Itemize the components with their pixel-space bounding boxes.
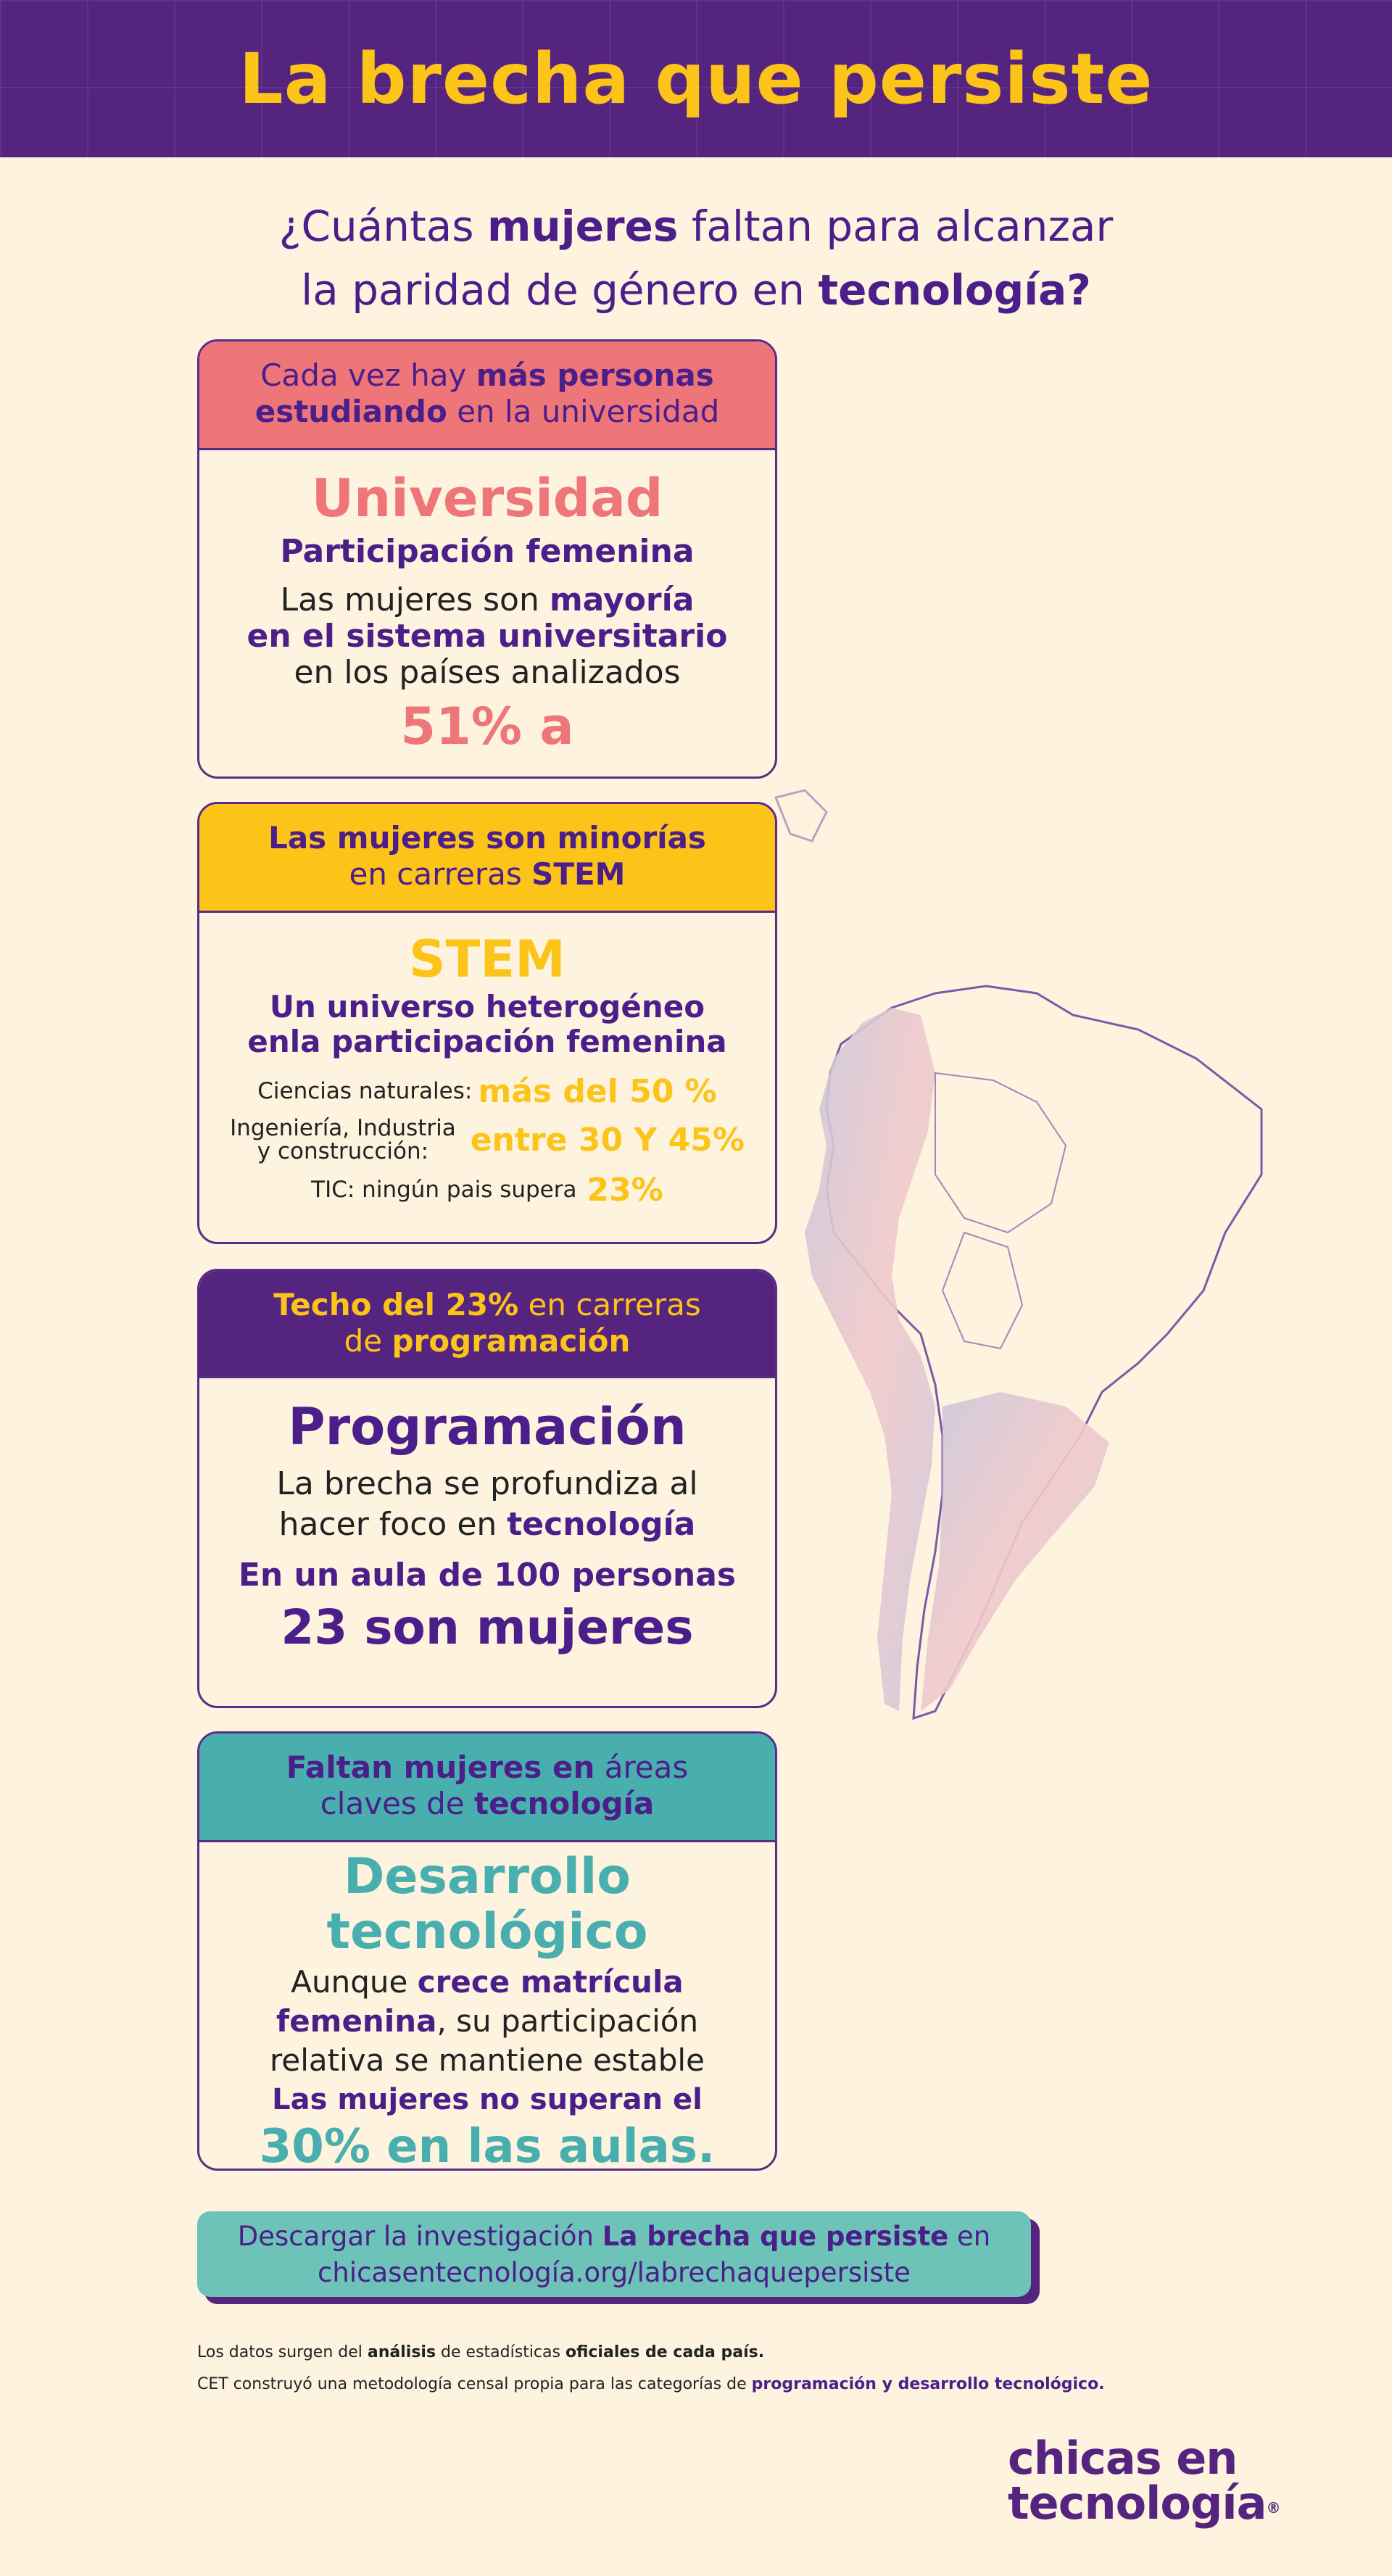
university-head-2: más personas [476,357,714,393]
stem-title: STEM [409,929,566,989]
development-emph: Las mujeres no superan el [272,2083,703,2116]
logo-line-2: tecnología [1008,2477,1267,2530]
programming-text-3: tecnología [507,1506,696,1543]
stem-subtitle-1: Un universo heterogéneo [269,989,705,1024]
intro-question [0,194,1392,322]
programming-text-1: La brecha se profundiza al [276,1465,698,1502]
development-stat: 30% en las aulas. [259,2120,716,2171]
development-text-2: crece matrícula [417,1964,684,2000]
programming-stat: 23 son mujeres [281,1599,694,1655]
intro-q2: mujeres [487,202,679,251]
intro-q4: la paridad de género en [301,265,819,315]
card-development-head [199,1734,775,1842]
card-university [197,339,777,779]
card-development [197,1731,777,2171]
chicas-en-tecnologia-logo [1008,2432,1280,2530]
footnote-2a: CET construyó una metodología censal propia para las categorías de [197,2375,752,2393]
south-america-map [761,769,1283,1726]
intro-q5: tecnología? [818,265,1091,315]
stem-subtitle [199,990,775,1059]
page-title: La brecha que persiste [239,38,1153,120]
development-text-1: Aunque [291,1964,418,2000]
registered-mark: ® [1266,2499,1280,2517]
university-title: Universidad [311,468,663,529]
stem-stat-label: TIC: ningún pais supera [311,1177,577,1203]
programming-text-2: hacer foco en [278,1506,508,1543]
university-text-1: Las mujeres son [280,581,550,618]
programming-head-2: en carreras [518,1287,701,1322]
header-banner [0,0,1392,157]
development-head-1: Faltan mujeres en [286,1749,595,1785]
development-title-1: Desarrollo [343,1848,631,1905]
university-head-4: en la universidad [447,394,720,429]
stem-subtitle-2: enla participación femenina [247,1024,727,1059]
footnote-1a: Los datos surgen del [197,2343,368,2361]
stem-stat-value: entre 30 Y 45% [470,1121,745,1159]
card-programming-head [199,1271,775,1378]
intro-q1: ¿Cuántas [278,202,487,251]
stem-stat-row [199,1111,775,1168]
university-stat: 51% a [400,697,574,756]
development-text [199,1963,775,2080]
stem-stat-label [230,1117,456,1163]
stem-head-3: STEM [531,856,626,892]
stem-stat-value: más del 50 % [478,1072,717,1110]
footnote-1d: oficiales de cada país. [565,2343,765,2361]
stem-stat-label-2: y construcción: [257,1138,429,1164]
card-programming [197,1269,777,1708]
stem-head-2: en carreras [349,856,532,892]
footnote-2b: programación y desarrollo tecnológico. [751,2375,1105,2393]
university-text-3: en el sistema universitario [246,618,728,655]
development-title-2: tecnológico [326,1903,648,1960]
programming-head-3: de [344,1323,392,1359]
development-text-3: femenina [276,2003,437,2039]
stem-stat-label: Ciencias naturales: [257,1078,473,1104]
university-text-2: mayoría [549,581,695,618]
cta-line-1c: en [948,2221,991,2252]
university-text-4: en los países analizados [294,654,681,691]
download-link[interactable] [197,2211,1031,2297]
programming-emph: En un aula de 100 personas [238,1557,737,1594]
footnote-1c: de estadísticas [436,2343,566,2361]
programming-text [199,1464,775,1545]
development-title [199,1850,775,1960]
cta-line-1b: La brecha que persiste [602,2221,949,2252]
development-text-5: relativa se mantiene estable [270,2042,705,2078]
university-subtitle: Participación femenina [280,533,695,570]
university-text [199,582,775,691]
development-text-4: , su participación [436,2003,699,2039]
university-head-3: estudiando [254,394,447,429]
programming-head-4: programación [392,1323,631,1359]
programming-head-1: Techo del 23% [273,1287,519,1322]
university-head-1: Cada vez hay [260,357,476,393]
development-head-2: áreas [594,1749,689,1785]
programming-title: Programación [288,1397,687,1457]
card-stem [197,802,777,1244]
intro-q3: faltan para alcanzar [678,202,1114,251]
footnote-2 [197,2375,1105,2393]
cta-line-1a: Descargar la investigación [237,2221,602,2252]
footnote-1b: análisis [367,2343,436,2361]
footnote-1 [197,2343,764,2361]
stem-stat-value: 23% [587,1171,663,1209]
stem-stat-row [199,1071,775,1111]
stem-stat-label-1: Ingeniería, Industria [230,1115,456,1141]
cta-url: chicasentecnología.org/labrechaquepersiste [318,2257,911,2288]
development-head-4: tecnología [474,1786,655,1821]
development-head-3: claves de [320,1786,474,1821]
card-university-head [199,341,775,450]
logo-line-1: chicas en [1008,2432,1238,2485]
card-stem-head [199,804,775,913]
stem-stat-row [199,1168,775,1212]
stem-head-1: Las mujeres son minorías [268,820,706,856]
